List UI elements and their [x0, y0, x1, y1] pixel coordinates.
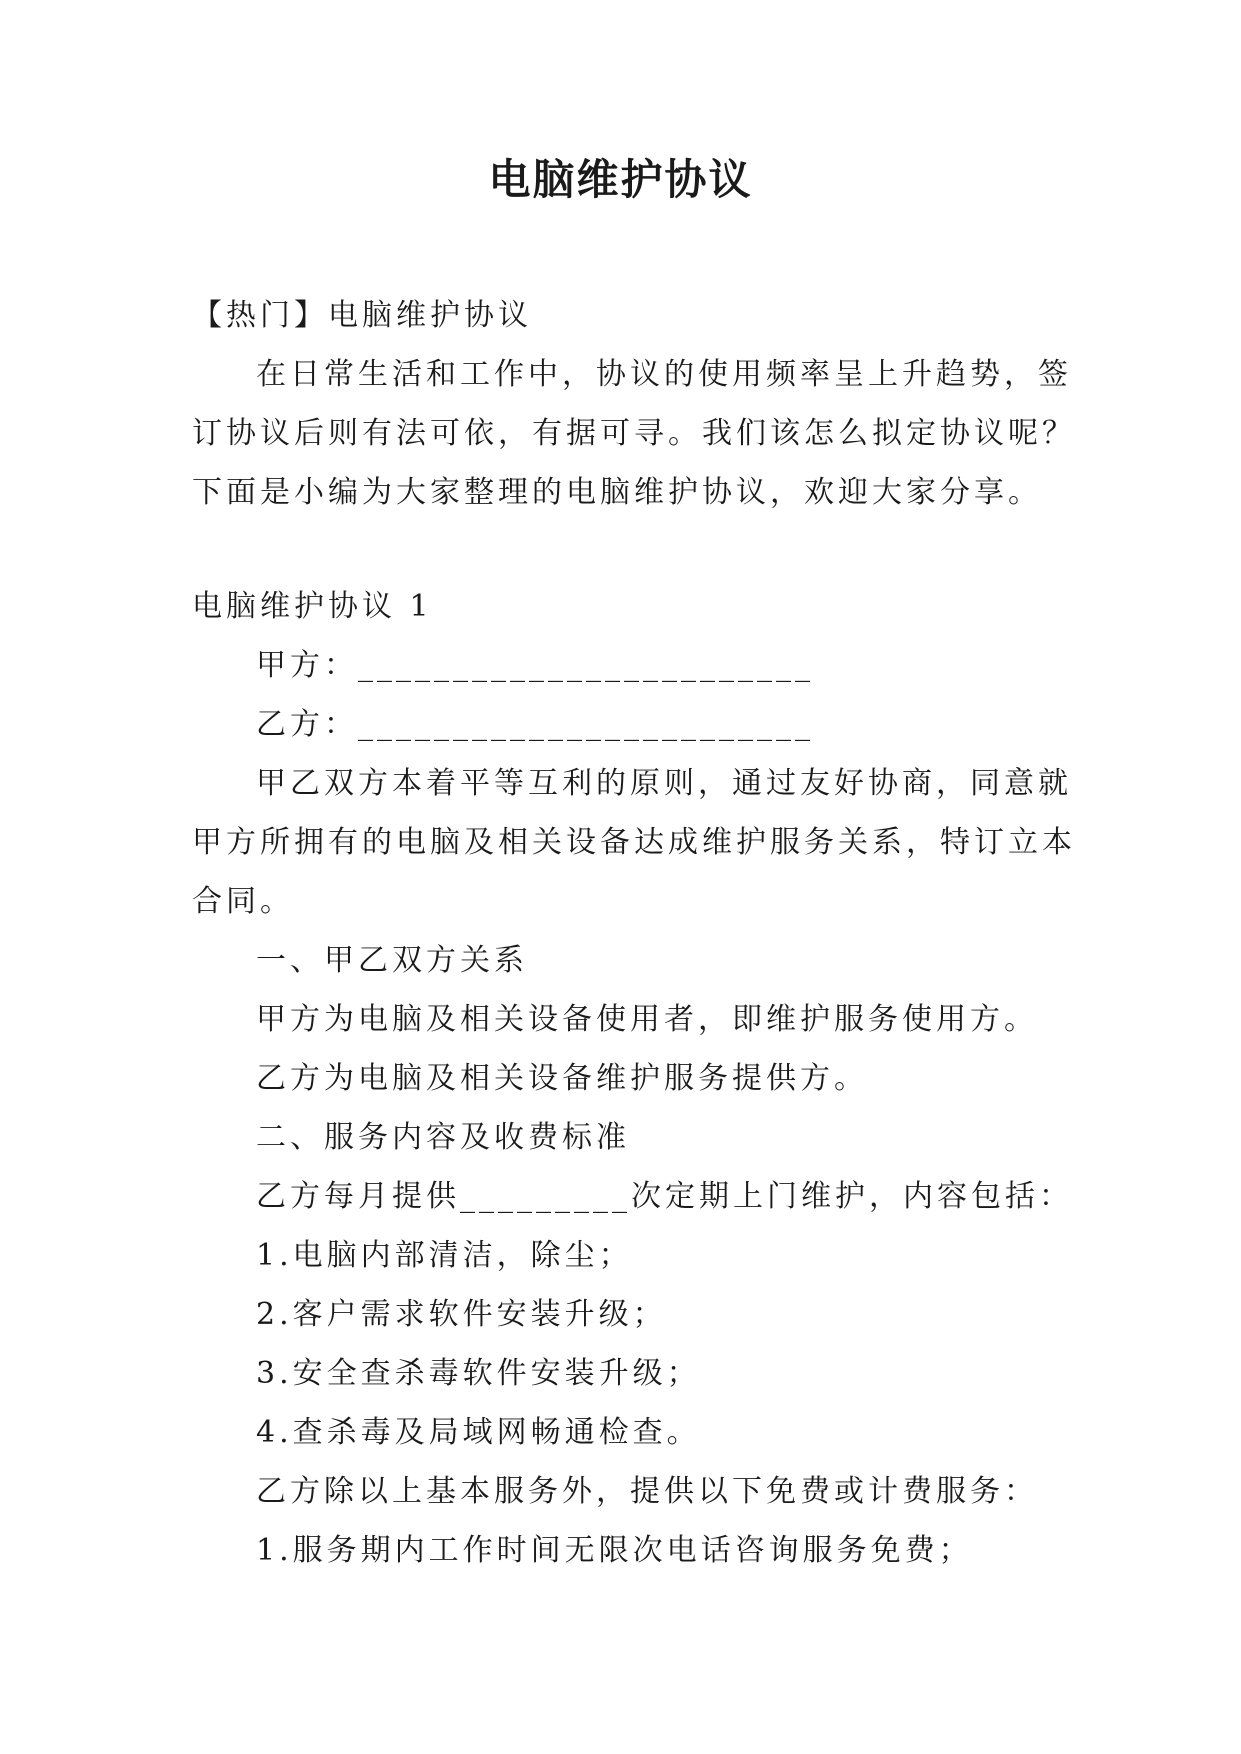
- intro-text-line: 下面是小编为大家整理的电脑维护协议，欢迎大家分享。: [192, 475, 1042, 510]
- body-text-line: 乙方每月提供_________次定期上门维护，内容包括：: [256, 1179, 1073, 1214]
- document-title: 电脑维护协议: [488, 155, 753, 204]
- body-text-line: 甲方为电脑及相关设备使用者，即维护服务使用方。: [256, 1002, 1038, 1037]
- body-text-line: 合同。: [192, 884, 294, 919]
- intro-text-line: 在日常生活和工作中，协议的使用频率呈上升趋势，签: [256, 357, 1072, 392]
- clause-heading: 二、服务内容及收费标准: [256, 1120, 630, 1155]
- list-item: 2.客户需求软件安装升级；: [256, 1297, 667, 1332]
- list-item: 1.服务期内工作时间无限次电话咨询服务免费；: [256, 1533, 973, 1568]
- list-item: 1.电脑内部清洁，除尘；: [256, 1238, 633, 1273]
- body-text-line: 甲乙双方本着平等互利的原则，通过友好协商，同意就: [256, 766, 1072, 801]
- section-heading: 电脑维护协议 1: [192, 589, 433, 624]
- body-text-line: 乙方除以上基本服务外，提供以下免费或计费服务：: [256, 1474, 1038, 1509]
- body-text-line: 甲方所拥有的电脑及相关设备达成维护服务关系，特订立本: [192, 825, 1076, 860]
- body-text-line: 乙方为电脑及相关设备维护服务提供方。: [256, 1061, 868, 1096]
- clause-heading: 一、甲乙双方关系: [256, 943, 528, 978]
- party-a-field: 甲方：________________________: [256, 648, 814, 683]
- list-item: 4.查杀毒及局域网畅通检查。: [256, 1415, 701, 1450]
- intro-heading: 【热门】电脑维护协议: [192, 298, 532, 333]
- party-b-field: 乙方：________________________: [256, 707, 814, 742]
- intro-text-line: 订协议后则有法可依，有据可寻。我们该怎么拟定协议呢？: [192, 416, 1076, 451]
- list-item: 3.安全查杀毒软件安装升级；: [256, 1356, 701, 1391]
